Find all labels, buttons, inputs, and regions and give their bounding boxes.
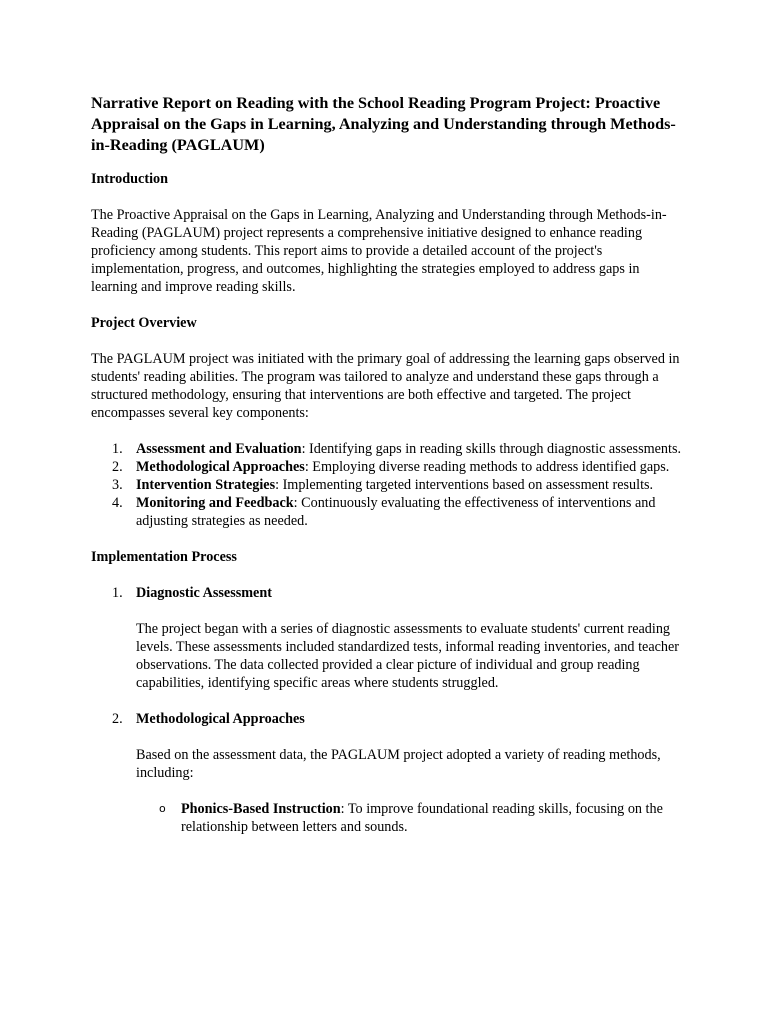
list-number: 2. (112, 459, 123, 475)
list-item-description: : Employing diverse reading methods to address identified gaps. (304, 459, 670, 475)
list-item-term: Phonics-Based Instruction (181, 801, 341, 817)
list-item (91, 494, 687, 530)
bullet-marker: o (159, 802, 166, 815)
document-title: Narrative Report on Reading with the School Reading Program Project: Proactive Appraisal on the Gaps in Learning, Analyzing and Understanding through Methods-in-Reading (PAGLAUM) (91, 94, 676, 154)
project-overview-paragraph: The PAGLAUM project was initiated with the primary goal of addressing the learning gaps observed in students' reading abilities. The program was tailored to analyze and understand these gaps through a structured methodology, ensuring that interventions are both effective and targeted. The project encompasses several key components: (91, 351, 680, 421)
implementation-step-title (91, 710, 687, 728)
step-number: 1. (112, 585, 123, 601)
methodological-approaches-paragraph: Based on the assessment data, the PAGLAUM project adopted a variety of reading methods, including: (136, 747, 661, 781)
list-item-description: : To improve foundational reading skills, focusing on the relationship between letters and sounds. (181, 801, 663, 835)
implementation-process-heading: Implementation Process (91, 549, 237, 565)
list-item (91, 458, 687, 476)
implementation-step-title (91, 584, 687, 602)
key-components-list (91, 440, 687, 530)
list-item (91, 440, 687, 458)
step-title: Methodological Approaches (136, 711, 305, 727)
list-item-term: Intervention Strategies (136, 477, 276, 493)
diagnostic-assessment-paragraph: The project began with a series of diagnostic assessments to evaluate students' current reading levels. These assessments included standardized tests, informal reading inventories, and teacher observations. The data collected provided a clear picture of individual and group reading capabilities, identifying specific areas where students struggled. (136, 621, 680, 691)
list-item-term: Monitoring and Feedback (136, 495, 294, 511)
list-number: 1. (112, 441, 123, 457)
step-title: Diagnostic Assessment (136, 585, 272, 601)
list-item-description: : Continuously evaluating the effectiveness of interventions and adjusting strategies as needed. (136, 495, 656, 529)
list-item-description: : Implementing targeted interventions based on assessment results. (275, 477, 654, 493)
list-item (159, 800, 687, 836)
list-number: 3. (112, 477, 123, 493)
document-body (91, 93, 687, 836)
reading-methods-list (91, 800, 687, 836)
list-item-description: : Identifying gaps in reading skills through diagnostic assessments. (301, 441, 682, 457)
project-overview-heading: Project Overview (91, 315, 197, 331)
list-item-term: Assessment and Evaluation (136, 441, 302, 457)
list-number: 4. (112, 495, 123, 511)
introduction-heading: Introduction (91, 171, 168, 187)
introduction-paragraph: The Proactive Appraisal on the Gaps in Learning, Analyzing and Understanding through Methods-in-Reading (PAGLAUM) project represents a comprehensive initiative designed to enhance reading proficiency among students. This report aims to provide a detailed account of the project's implementation, progress, and outcomes, highlighting the strategies employed to address gaps in learning and improve reading skills. (91, 207, 667, 295)
list-item-term: Methodological Approaches (136, 459, 305, 475)
list-item (91, 476, 687, 494)
step-number: 2. (112, 711, 123, 727)
